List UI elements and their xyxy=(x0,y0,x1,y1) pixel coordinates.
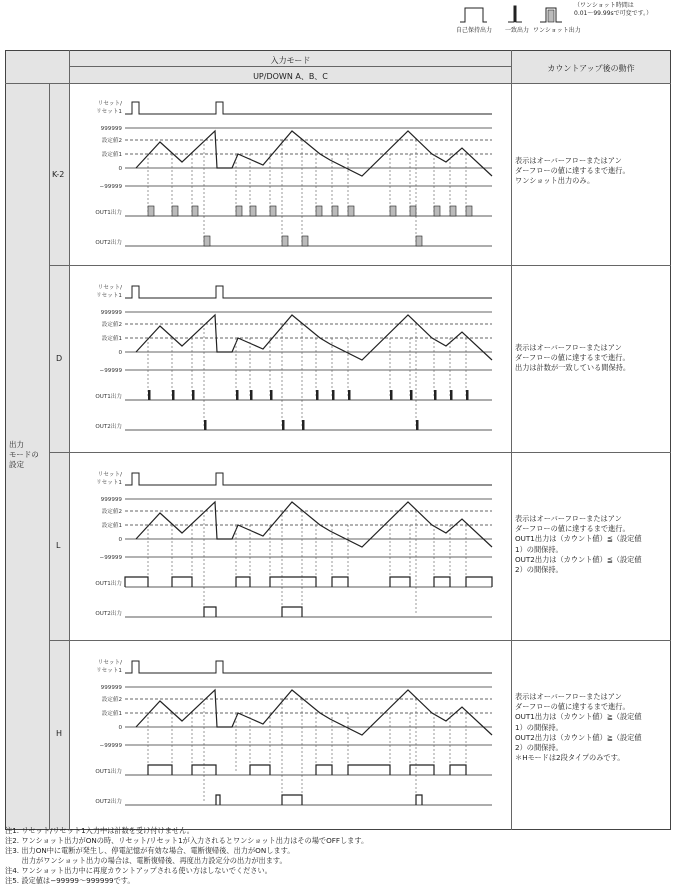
desc-line: 表示はオーバーフローまたはアン xyxy=(515,156,622,165)
legend-match-label: 一致出力 xyxy=(505,27,530,34)
out1-label: OUT1出力 xyxy=(95,394,122,400)
zero-label: 0 xyxy=(118,166,122,172)
out1-oneshot-pulse xyxy=(192,206,198,216)
out1-hold-level xyxy=(250,765,270,775)
row-divider-3 xyxy=(49,640,671,641)
desc-line: 出力は計数が一致している間保持。 xyxy=(515,363,631,373)
out2-oneshot-pulse xyxy=(204,236,210,246)
count-value-trace xyxy=(136,502,492,547)
out2-hold-level xyxy=(416,795,422,805)
max-value-label: 999999 xyxy=(100,310,122,316)
max-value-label: 999999 xyxy=(100,126,122,132)
output-mode-setting-label xyxy=(9,440,39,470)
out1-hold-level xyxy=(192,765,216,775)
setting-value2-label: 設定値2 xyxy=(101,697,122,703)
match-waveform-icon xyxy=(508,6,522,22)
desc-line: ダーフローの値に達するまで進行。 xyxy=(515,166,630,176)
out1-hold-level xyxy=(332,577,348,587)
out1-hold-level xyxy=(316,765,332,775)
zero-label: 0 xyxy=(118,350,122,356)
out2-oneshot-pulse xyxy=(282,236,288,246)
out1-match-pulse xyxy=(410,390,413,400)
desc-line: 2）の間保持。 xyxy=(515,565,563,575)
mode-label-d: D xyxy=(56,354,63,363)
header-divider xyxy=(69,66,511,67)
out1-match-pulse xyxy=(348,390,351,400)
note-4: 注4. ワンショット出力中に再度カウントアップされる使い方はしないでください。 xyxy=(5,866,272,875)
min-value-label: −99999 xyxy=(99,555,122,561)
desc-line: ダーフローの値に達するまで進行。 xyxy=(515,524,630,534)
side-label-line3: 設定 xyxy=(9,460,24,469)
out2-oneshot-pulse xyxy=(302,236,308,246)
out1-label: OUT1出力 xyxy=(95,769,122,775)
reset-waveform xyxy=(125,661,492,673)
out1-match-pulse xyxy=(316,390,319,400)
note-3: 注3. 出力ON中に電断が発生し、停電記憶が有効な場合、電断復帰後、出力がONします。 xyxy=(5,846,295,855)
hold-waveform-icon xyxy=(460,8,487,22)
header-after-count-label: カウントアップ後の動作 xyxy=(547,64,635,73)
out1-hold-level xyxy=(450,765,466,775)
out1-match-pulse xyxy=(192,390,195,400)
desc-line: ＊Hモードは2段タイプのみです。 xyxy=(515,753,625,763)
out1-oneshot-pulse xyxy=(390,206,396,216)
reset-label: リセット1 xyxy=(96,109,122,115)
out2-label: OUT2出力 xyxy=(95,799,122,805)
desc-line: 表示はオーバーフローまたはアン xyxy=(515,692,622,701)
side-label-line1: 出力 xyxy=(9,440,24,449)
timing-diagram-d xyxy=(70,272,510,447)
header-bottom xyxy=(5,83,671,84)
zero-label: 0 xyxy=(118,725,122,731)
reset-waveform xyxy=(125,102,492,114)
out1-oneshot-pulse xyxy=(270,206,276,216)
out1-match-pulse xyxy=(172,390,175,400)
out1-match-pulse xyxy=(236,390,239,400)
reset-label: リセット/ xyxy=(97,660,122,666)
legend-waveforms xyxy=(456,2,576,24)
out1-hold-level xyxy=(125,577,148,587)
legend-oneshot-note xyxy=(574,2,652,18)
out1-match-pulse xyxy=(434,390,437,400)
desc-line: 表示はオーバーフローまたはアン xyxy=(515,343,622,352)
out2-match-pulse xyxy=(282,420,285,430)
out1-hold-level xyxy=(270,577,316,587)
out2-hold-level xyxy=(282,607,302,617)
out2-hold-level xyxy=(204,607,216,617)
desc-line: OUT1出力は（カウント値）≦（設定値 xyxy=(515,534,642,544)
out2-label: OUT2出力 xyxy=(95,424,122,430)
out1-oneshot-pulse xyxy=(148,206,154,216)
setting-value2-label: 設定値2 xyxy=(101,138,122,144)
desc-line: ダーフローの値に達するまで進行。 xyxy=(515,353,630,363)
out1-match-pulse xyxy=(390,390,393,400)
setting-value1-label: 設定値1 xyxy=(101,711,122,717)
setting-value2-label: 設定値2 xyxy=(101,322,122,328)
reset-waveform xyxy=(125,473,492,485)
desc-h xyxy=(515,692,665,763)
mode-label-k2: K-2 xyxy=(52,170,65,179)
out1-oneshot-pulse xyxy=(236,206,242,216)
zero-label: 0 xyxy=(118,537,122,543)
out1-match-pulse xyxy=(270,390,273,400)
desc-d xyxy=(515,343,665,374)
row-divider-1 xyxy=(49,265,671,266)
setting-value1-label: 設定値1 xyxy=(101,336,122,342)
out1-oneshot-pulse xyxy=(410,206,416,216)
out1-label: OUT1出力 xyxy=(95,581,122,587)
out1-oneshot-pulse xyxy=(450,206,456,216)
mode-label-h: H xyxy=(56,729,63,738)
out1-label: OUT1出力 xyxy=(95,210,122,216)
setting-value2-label: 設定値2 xyxy=(101,509,122,515)
timing-diagram-l xyxy=(70,459,510,634)
out2-hold-level xyxy=(216,795,220,805)
note-3-cont: 出力がワンショット出力の場合は、電断復帰後、再度出力設定分の出力が出ます。 xyxy=(5,856,287,865)
timing-diagram-k2 xyxy=(70,88,510,263)
out1-hold-level xyxy=(172,577,192,587)
min-value-label: −99999 xyxy=(99,184,122,190)
note-2: 注2. ワンショット出力がONの時、リセット/リセット1が入力されるとワンショット出力はその場でOFFします。 xyxy=(5,836,369,845)
desc-line: ワンショット出力のみ。 xyxy=(515,176,595,186)
out1-match-pulse xyxy=(450,390,453,400)
desc-line: 1）の間保持。 xyxy=(515,722,563,732)
legend-oneshot-label: ワンショット出力 xyxy=(533,27,581,34)
desc-line: 1）の間保持。 xyxy=(515,544,563,554)
reset-label: リセット1 xyxy=(96,480,122,486)
header-corner xyxy=(6,51,69,83)
desc-l xyxy=(515,514,665,575)
out1-hold-level xyxy=(466,577,492,587)
out1-match-pulse xyxy=(466,390,469,400)
header-input-mode-label: 入力モード xyxy=(270,56,311,65)
out1-match-pulse xyxy=(332,390,335,400)
out1-oneshot-pulse xyxy=(316,206,322,216)
reset-label: リセット1 xyxy=(96,668,122,674)
reset-label: リセット1 xyxy=(96,293,122,299)
footnotes xyxy=(5,826,368,886)
out2-match-pulse xyxy=(416,420,419,430)
setting-value1-label: 設定値1 xyxy=(101,152,122,158)
note-5: 注5. 設定値は−99999～999999です。 xyxy=(5,876,135,885)
mode-label-l: L xyxy=(56,541,61,550)
desc-line: OUT1出力は（カウント値）≧（設定値 xyxy=(515,712,642,722)
reset-label: リセット/ xyxy=(97,101,122,107)
count-value-trace xyxy=(136,315,492,360)
out1-oneshot-pulse xyxy=(348,206,354,216)
out1-oneshot-pulse xyxy=(434,206,440,216)
legend-note-line2: 0.01～99.99sで可変です。） xyxy=(574,10,653,17)
side-label-line2: モードの xyxy=(9,450,39,459)
out1-hold-level xyxy=(348,765,390,775)
min-value-label: −99999 xyxy=(99,743,122,749)
out2-label: OUT2出力 xyxy=(95,240,122,246)
col-divider-2 xyxy=(511,50,512,830)
out1-oneshot-pulse xyxy=(250,206,256,216)
legend-hold-label: 自己保持出力 xyxy=(456,27,493,34)
out2-oneshot-pulse xyxy=(416,236,422,246)
max-value-label: 999999 xyxy=(100,497,122,503)
out1-hold-level xyxy=(236,577,250,587)
note-1: 注1. リセット/リセット1入力中は計数を受け付けません。 xyxy=(5,826,194,835)
col-divider-mode xyxy=(49,83,50,830)
out1-oneshot-pulse xyxy=(466,206,472,216)
out1-oneshot-pulse xyxy=(332,206,338,216)
reset-label: リセット/ xyxy=(97,285,122,291)
legend-note-line1: （ワンショット時間は xyxy=(574,2,634,9)
out1-match-pulse xyxy=(148,390,151,400)
desc-line: ダーフローの値に達するまで進行。 xyxy=(515,702,630,712)
out1-oneshot-pulse xyxy=(172,206,178,216)
timing-diagram-h xyxy=(70,647,510,822)
out1-hold-level xyxy=(148,765,172,775)
out2-match-pulse xyxy=(302,420,305,430)
setting-value1-label: 設定値1 xyxy=(101,523,122,529)
desc-line: OUT2出力は（カウント値）≧（設定値 xyxy=(515,732,642,742)
out1-hold-level xyxy=(390,577,410,587)
out1-hold-level xyxy=(434,577,450,587)
desc-line: 表示はオーバーフローまたはアン xyxy=(515,514,622,523)
desc-line: 2）の間保持。 xyxy=(515,743,563,753)
desc-line: OUT2出力は（カウント値）≦（設定値 xyxy=(515,554,642,564)
count-value-trace xyxy=(136,690,492,735)
output-legend xyxy=(456,2,678,36)
reset-label: リセット/ xyxy=(97,472,122,478)
count-value-trace xyxy=(136,131,492,176)
header-updown-label: UP/DOWN A、B、C xyxy=(253,72,328,81)
min-value-label: −99999 xyxy=(99,368,122,374)
max-value-label: 999999 xyxy=(100,685,122,691)
desc-k2 xyxy=(515,156,665,187)
row-divider-2 xyxy=(49,452,671,453)
reset-waveform xyxy=(125,286,492,298)
out2-match-pulse xyxy=(204,420,207,430)
out1-match-pulse xyxy=(250,390,253,400)
out2-hold-level xyxy=(282,795,302,805)
out1-hold-level xyxy=(410,765,434,775)
out2-label: OUT2出力 xyxy=(95,611,122,617)
